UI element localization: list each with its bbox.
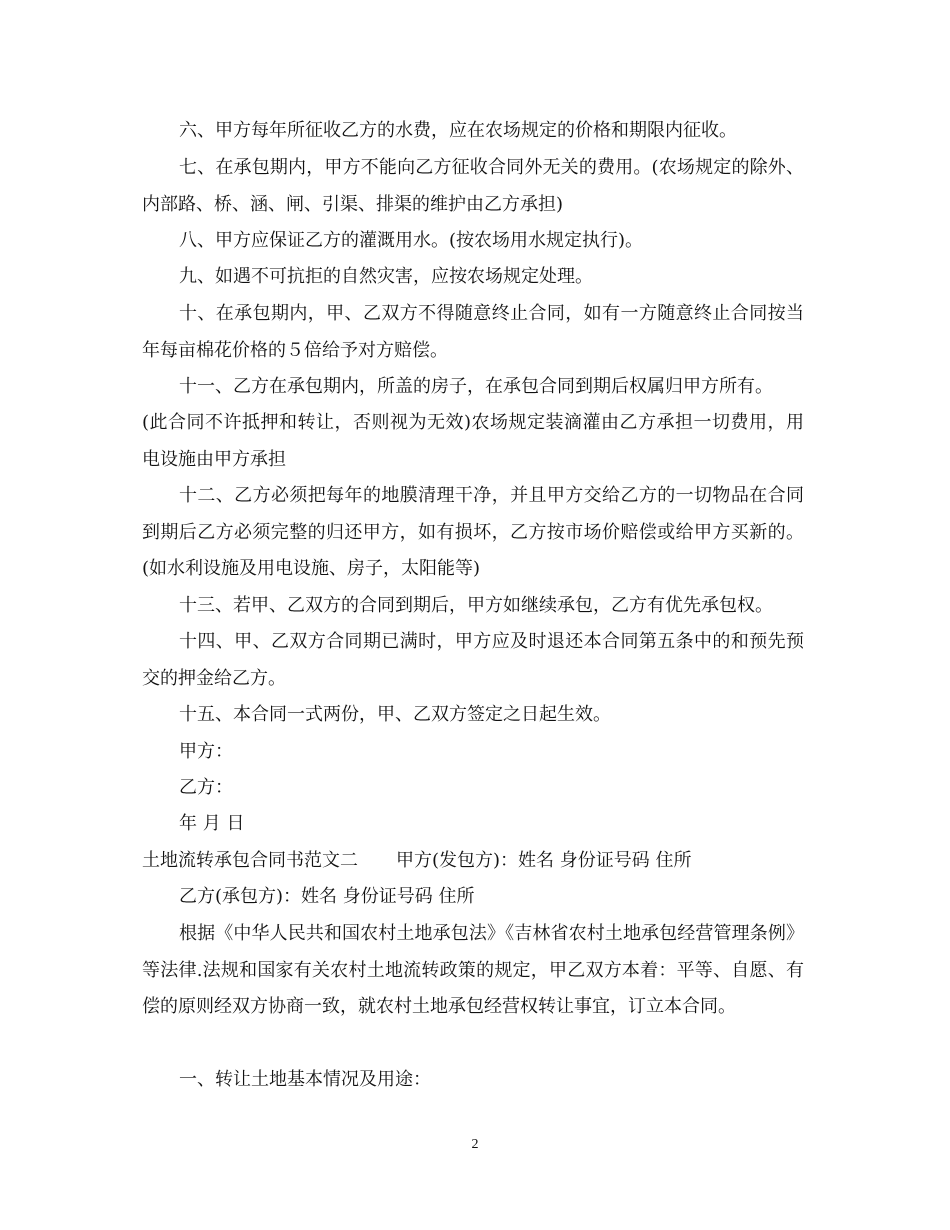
clause-9: 九、如遇不可抗拒的自然灾害，应按农场规定处理。 bbox=[179, 266, 593, 287]
clause-8: 八、甲方应保证乙方的灌溉用水。(按农场用水规定执行)。 bbox=[179, 230, 644, 251]
contract-title-line bbox=[142, 843, 804, 880]
section-1-heading: 一、转让土地基本情况及用途： bbox=[179, 1069, 431, 1090]
clause-11-continued: (此合同不许抵押和转让，否则视为无效)农场规定装滴灌由乙方承担一切费用，用电设施由甲方承担 bbox=[142, 412, 804, 470]
party-a-signature: 甲方： bbox=[179, 741, 233, 762]
contract-title: 土地流转承包合同书范文二 bbox=[142, 850, 358, 871]
party-a-info: 甲方(发包方)：姓名 身份证号码 住所 bbox=[396, 850, 692, 871]
page-number: 2 bbox=[471, 1137, 479, 1152]
clause-6: 六、甲方每年所征收乙方的水费，应在农场规定的价格和期限内征收。 bbox=[179, 120, 737, 141]
clause-15: 十五、本合同一式两份，甲、乙双方签定之日起生效。 bbox=[179, 704, 611, 725]
clause-11: 十一、乙方在承包期内，所盖的房子，在承包合同到期后权属归甲方所有。 bbox=[179, 376, 773, 397]
clause-14: 十四、甲、乙双方合同期已满时，甲方应及时退还本合同第五条中的和预先预交的押金给乙方。 bbox=[142, 631, 804, 689]
clause-10: 十、在承包期内，甲、乙双方不得随意终止合同，如有一方随意终止合同按当年每亩棉花价格的５倍给予对方赔偿。 bbox=[142, 303, 804, 361]
clause-12: 十二、乙方必须把每年的地膜清理干净，并且甲方交给乙方的一切物品在合同到期后乙方必须完整的归还甲方，如有损坏，乙方按市场价赔偿或给甲方买新的。(如水利设施及用电设施、房子，太阳能等) bbox=[142, 485, 804, 579]
party-b-info: 乙方(承包方)：姓名 身份证号码 住所 bbox=[179, 886, 475, 907]
party-b-signature: 乙方： bbox=[179, 777, 233, 798]
preamble: 根据《中华人民共和国农村土地承包法》《吉林省农村土地承包经营管理条例》等法律.法规和国家有关农村土地流转政策的规定，甲乙双方本着：平等、自愿、有偿的原则经双方协商一致，就农村土地承包经营权转让事宜，订立本合同。 bbox=[142, 923, 804, 1017]
clause-7: 七、在承包期内，甲方不能向乙方征收合同外无关的费用。(农场规定的除外、内部路、桥、涵、闸、引渠、排渠的维护由乙方承担) bbox=[142, 157, 804, 215]
date-line: 年 月 日 bbox=[179, 813, 245, 834]
clause-13: 十三、若甲、乙双方的合同到期后，甲方如继续承包，乙方有优先承包权。 bbox=[179, 595, 773, 616]
